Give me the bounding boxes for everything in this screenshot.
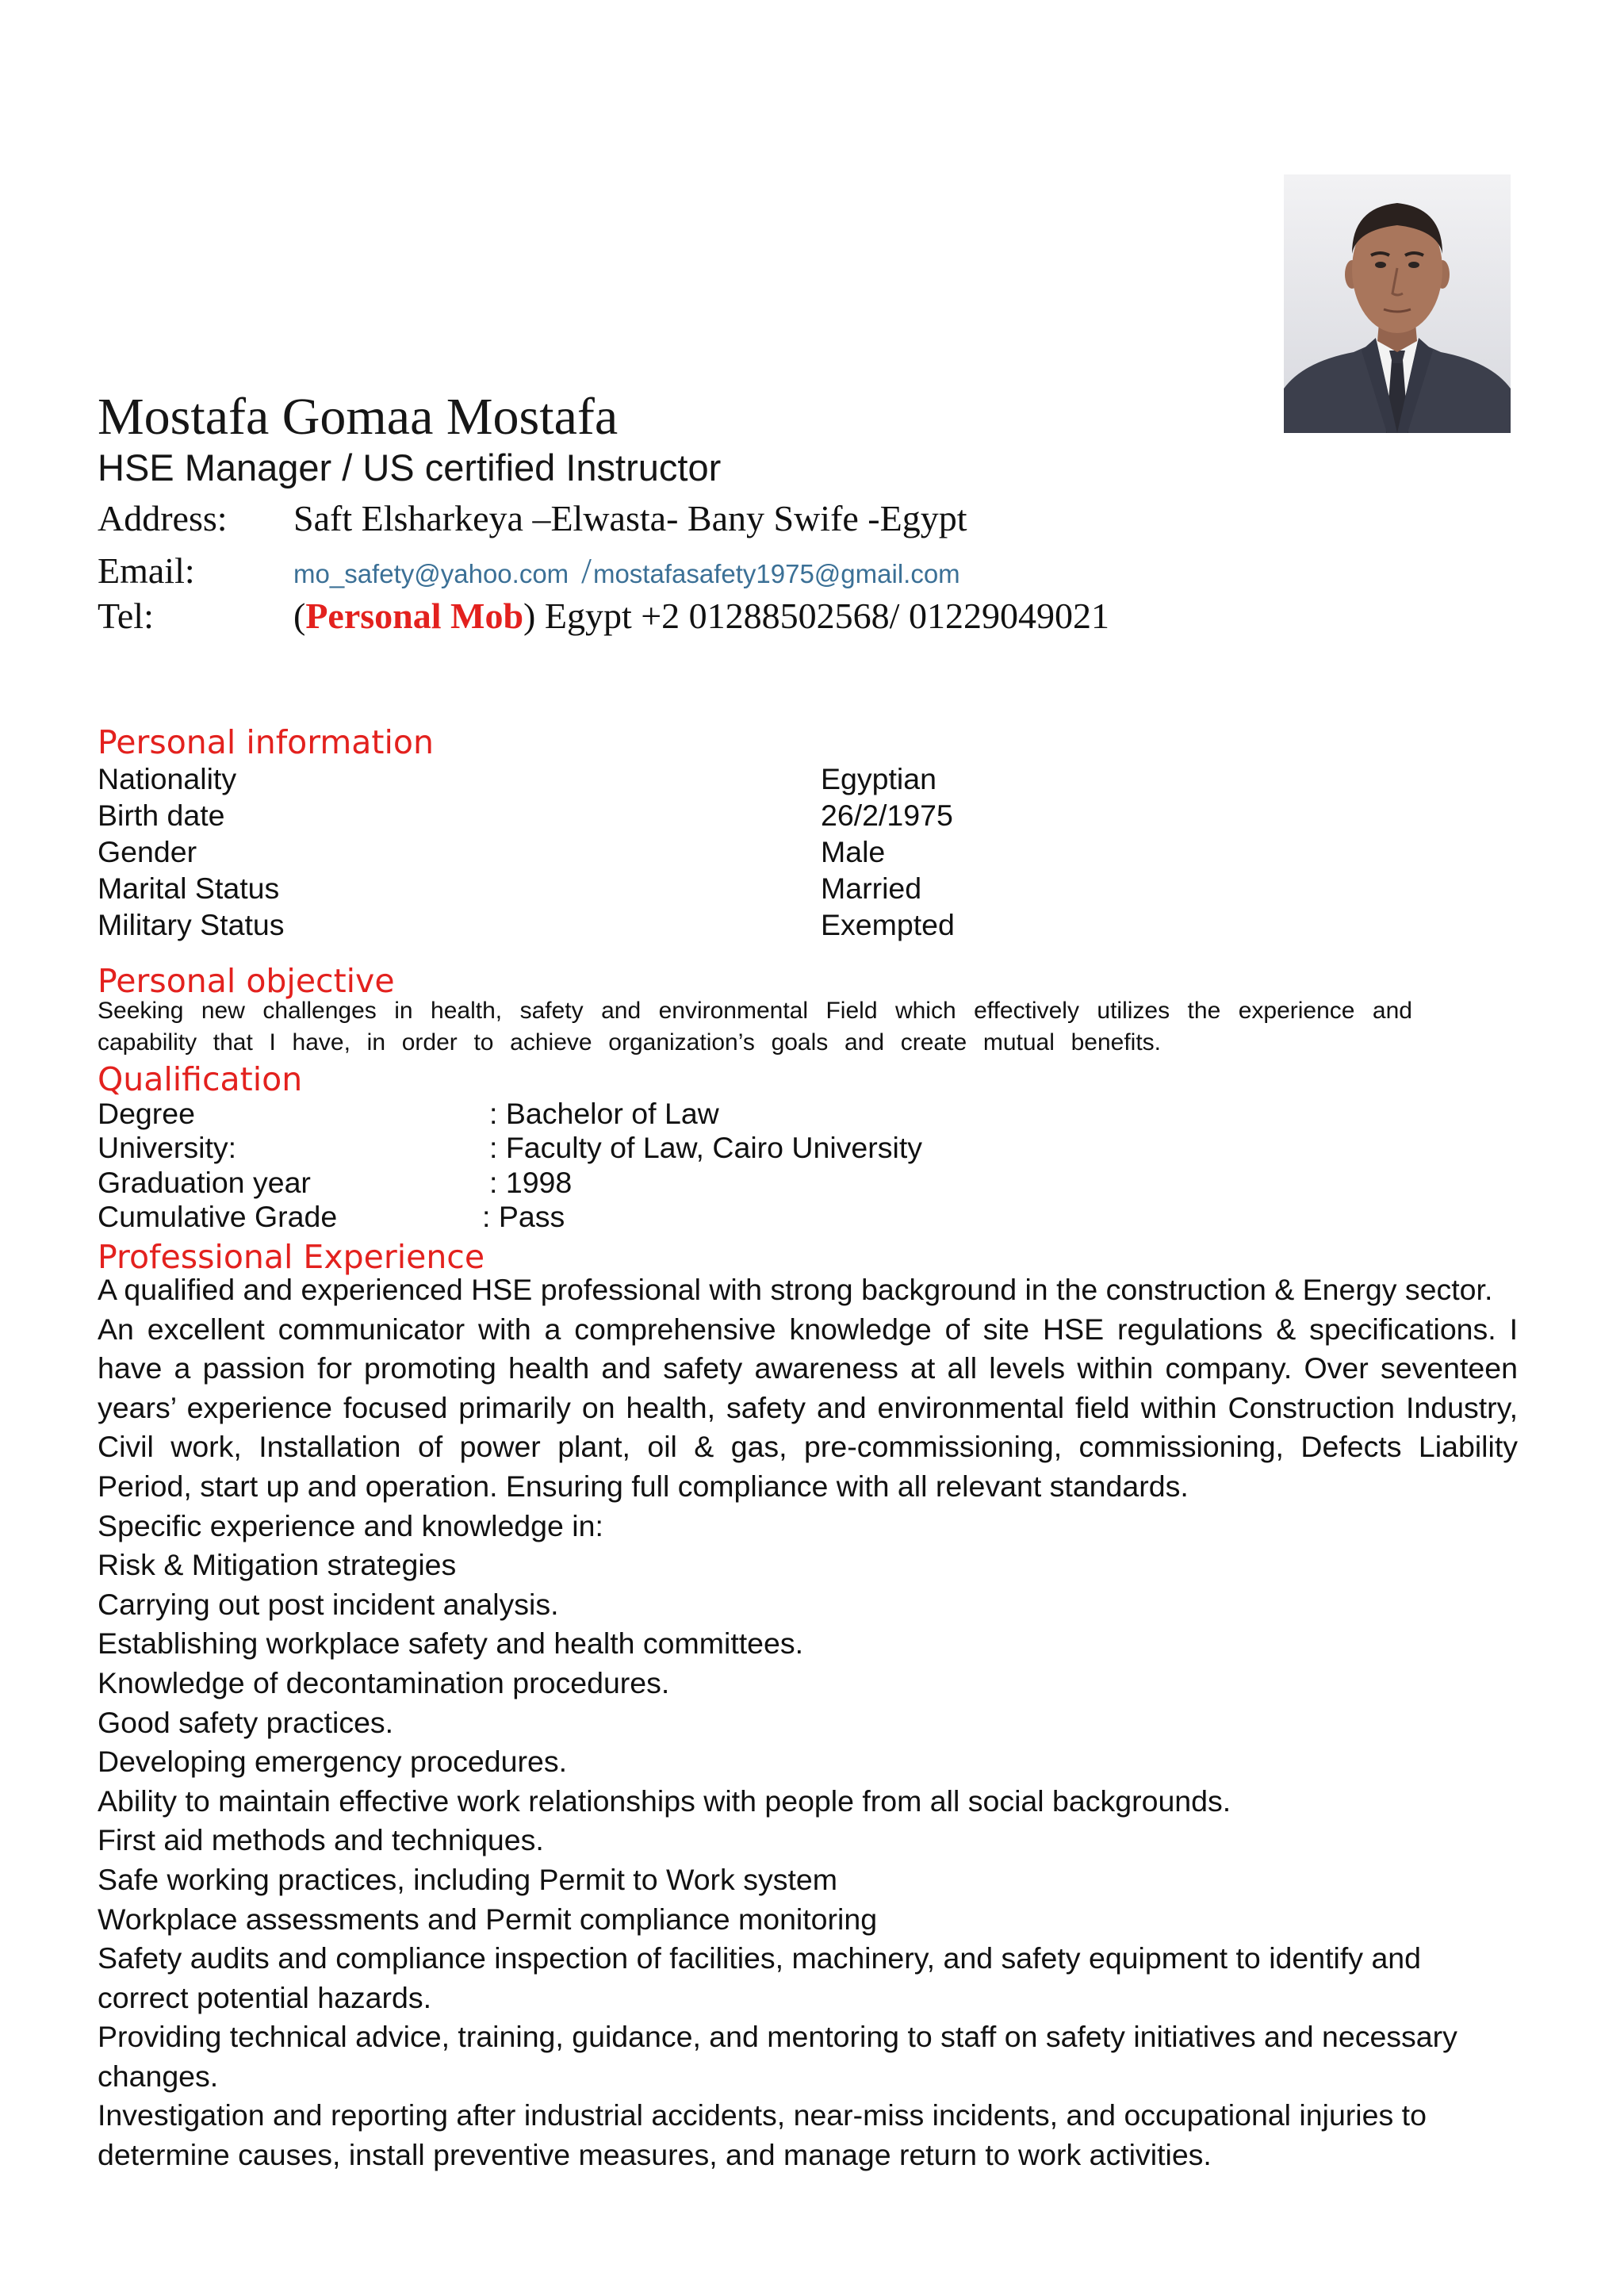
experience-item xyxy=(98,1939,1518,2017)
job-title: HSE Manager / US certified Instructor xyxy=(98,446,722,489)
qualification-label: Graduation year xyxy=(98,1165,311,1199)
experience-item-line: Ability to maintain effective work relationships with people from all social backgrounds. xyxy=(98,1784,1231,1818)
email-secondary-link[interactable]: mostafasafety1975@gmail.com xyxy=(592,559,960,588)
experience-item-line: determine causes, install preventive measures, and manage return to work activities. xyxy=(98,2138,1212,2172)
experience-item-line: Workplace assessments and Permit compliance monitoring xyxy=(98,1902,878,1936)
info-label: Gender xyxy=(98,835,197,868)
experience-item xyxy=(98,2096,1518,2174)
tel-value xyxy=(293,594,1109,638)
qualification-value: : Bachelor of Law xyxy=(489,1097,719,1130)
email-separator: / xyxy=(581,550,592,591)
personal-information-heading: Personal information xyxy=(98,723,434,761)
experience-intro: Specific experience and knowledge in: xyxy=(98,1508,603,1542)
candidate-name: Mostafa Gomaa Mostafa xyxy=(98,388,619,446)
qualification-row-degree xyxy=(98,1097,1518,1131)
email-label: Email: xyxy=(98,550,195,591)
experience-item xyxy=(98,1782,1518,1822)
info-value: Exempted xyxy=(821,908,955,941)
experience-item xyxy=(98,1821,1518,1860)
address-row xyxy=(98,496,1525,541)
experience-item-line: Investigation and reporting after industrial accidents, near-miss incidents, and occupational injuries to xyxy=(98,2098,1427,2132)
qualification-row-cumulative-grade xyxy=(98,1200,1518,1234)
professional-experience-body xyxy=(98,1270,1518,2175)
tel-prefix: ( xyxy=(293,596,306,636)
objective-line: Seeking new challenges in health, safety and environmental Field which effectively utilizes the experience and xyxy=(98,998,1412,1024)
qualification-row-university xyxy=(98,1131,1518,1165)
experience-item-line: Good safety practices. xyxy=(98,1705,394,1739)
summary-line: A qualified and experienced HSE professional with strong background in the construction & Energy sector. xyxy=(98,1273,1493,1306)
summary-line: Period, start up and operation. Ensuring full compliance with all relevant standards. xyxy=(98,1469,1189,1503)
tel-label: Tel: xyxy=(98,596,154,636)
info-row-nationality xyxy=(98,761,1518,797)
qualification-row-graduation-year xyxy=(98,1166,1518,1200)
personal-objective-heading: Personal objective xyxy=(98,962,395,1000)
experience-item-line: Safety audits and compliance inspection of facilities, machinery, and safety equipment to identify and xyxy=(98,1941,1422,1975)
experience-item xyxy=(98,1624,1518,1664)
experience-item-line: First aid methods and techniques. xyxy=(98,1823,544,1857)
summary-line: An excellent communicator with a comprehensive knowledge of site HSE regulations & specifications. I xyxy=(98,1312,1518,1346)
info-value: Egyptian xyxy=(821,762,936,795)
experience-item xyxy=(98,1742,1518,1782)
summary-line: have a passion for promoting health and safety awareness at all levels within company. Over seventeen xyxy=(98,1351,1518,1385)
qualification-heading: Qualification xyxy=(98,1060,303,1098)
info-row-military-status xyxy=(98,906,1518,943)
qualification-label: University: xyxy=(98,1131,237,1165)
tel-numbers: ) Egypt +2 01288502568/ 01229049021 xyxy=(523,596,1109,636)
objective-line: capability that I have, in order to achieve organization’s goals and create mutual benefits. xyxy=(98,1029,1161,1056)
info-value: Male xyxy=(821,835,886,868)
experience-item-line: Risk & Mitigation strategies xyxy=(98,1548,457,1582)
info-label: Military Status xyxy=(98,908,285,941)
qualification-value: : Pass xyxy=(482,1200,565,1234)
email-row xyxy=(98,549,1525,593)
info-label: Nationality xyxy=(98,762,237,795)
experience-item-line: Providing technical advice, training, guidance, and mentoring to staff on safety initiatives and necessary xyxy=(98,2020,1457,2054)
experience-item-line: Developing emergency procedures. xyxy=(98,1745,567,1779)
experience-item-line: Establishing workplace safety and health committees. xyxy=(98,1626,804,1661)
info-value: 26/2/1975 xyxy=(821,799,953,832)
experience-item xyxy=(98,1860,1518,1900)
experience-item-line: Safe working practices, including Permit to Work system xyxy=(98,1862,837,1896)
qualification-table xyxy=(98,1097,1518,1235)
info-value: Married xyxy=(821,872,922,905)
email-value xyxy=(293,549,960,596)
address-value: Saft Elsharkeya –Elwasta- Bany Swife -Egypt xyxy=(293,498,967,538)
info-row-gender xyxy=(98,833,1518,870)
summary-line: Civil work, Installation of power plant, oil & gas, pre-commissioning, commissioning, Defects Liability xyxy=(98,1430,1518,1464)
experience-item-line: correct potential hazards. xyxy=(98,1980,432,2014)
qualification-value: : Faculty of Law, Cairo University xyxy=(489,1131,923,1165)
experience-item-line: Knowledge of decontamination procedures. xyxy=(98,1665,670,1699)
info-label: Marital Status xyxy=(98,872,280,905)
personal-information-table xyxy=(98,761,1518,943)
email-primary-link[interactable]: mo_safety@yahoo.com xyxy=(293,559,569,588)
experience-item xyxy=(98,1703,1518,1743)
info-label: Birth date xyxy=(98,799,225,832)
experience-item-line: changes. xyxy=(98,2059,219,2093)
professional-experience-heading: Professional Experience xyxy=(98,1238,485,1276)
profile-photo xyxy=(1284,174,1511,433)
qualification-label: Degree xyxy=(98,1097,195,1130)
tel-row xyxy=(98,594,1525,638)
experience-item xyxy=(98,1585,1518,1625)
experience-item-line: Carrying out post incident analysis. xyxy=(98,1587,559,1621)
experience-item xyxy=(98,2017,1518,2096)
experience-item xyxy=(98,1664,1518,1703)
summary-line: years’ experience focused primarily on health, safety and environmental field within Construction Industry, xyxy=(98,1390,1518,1424)
qualification-label: Cumulative Grade xyxy=(98,1200,338,1234)
personal-objective-text xyxy=(98,995,1518,1059)
info-row-birth-date xyxy=(98,797,1518,833)
personal-mob-label: Personal Mob xyxy=(305,596,524,636)
experience-item xyxy=(98,1546,1518,1585)
info-row-marital-status xyxy=(98,870,1518,906)
address-label: Address: xyxy=(98,498,228,538)
experience-item xyxy=(98,1900,1518,1940)
qualification-value: : 1998 xyxy=(489,1165,573,1199)
